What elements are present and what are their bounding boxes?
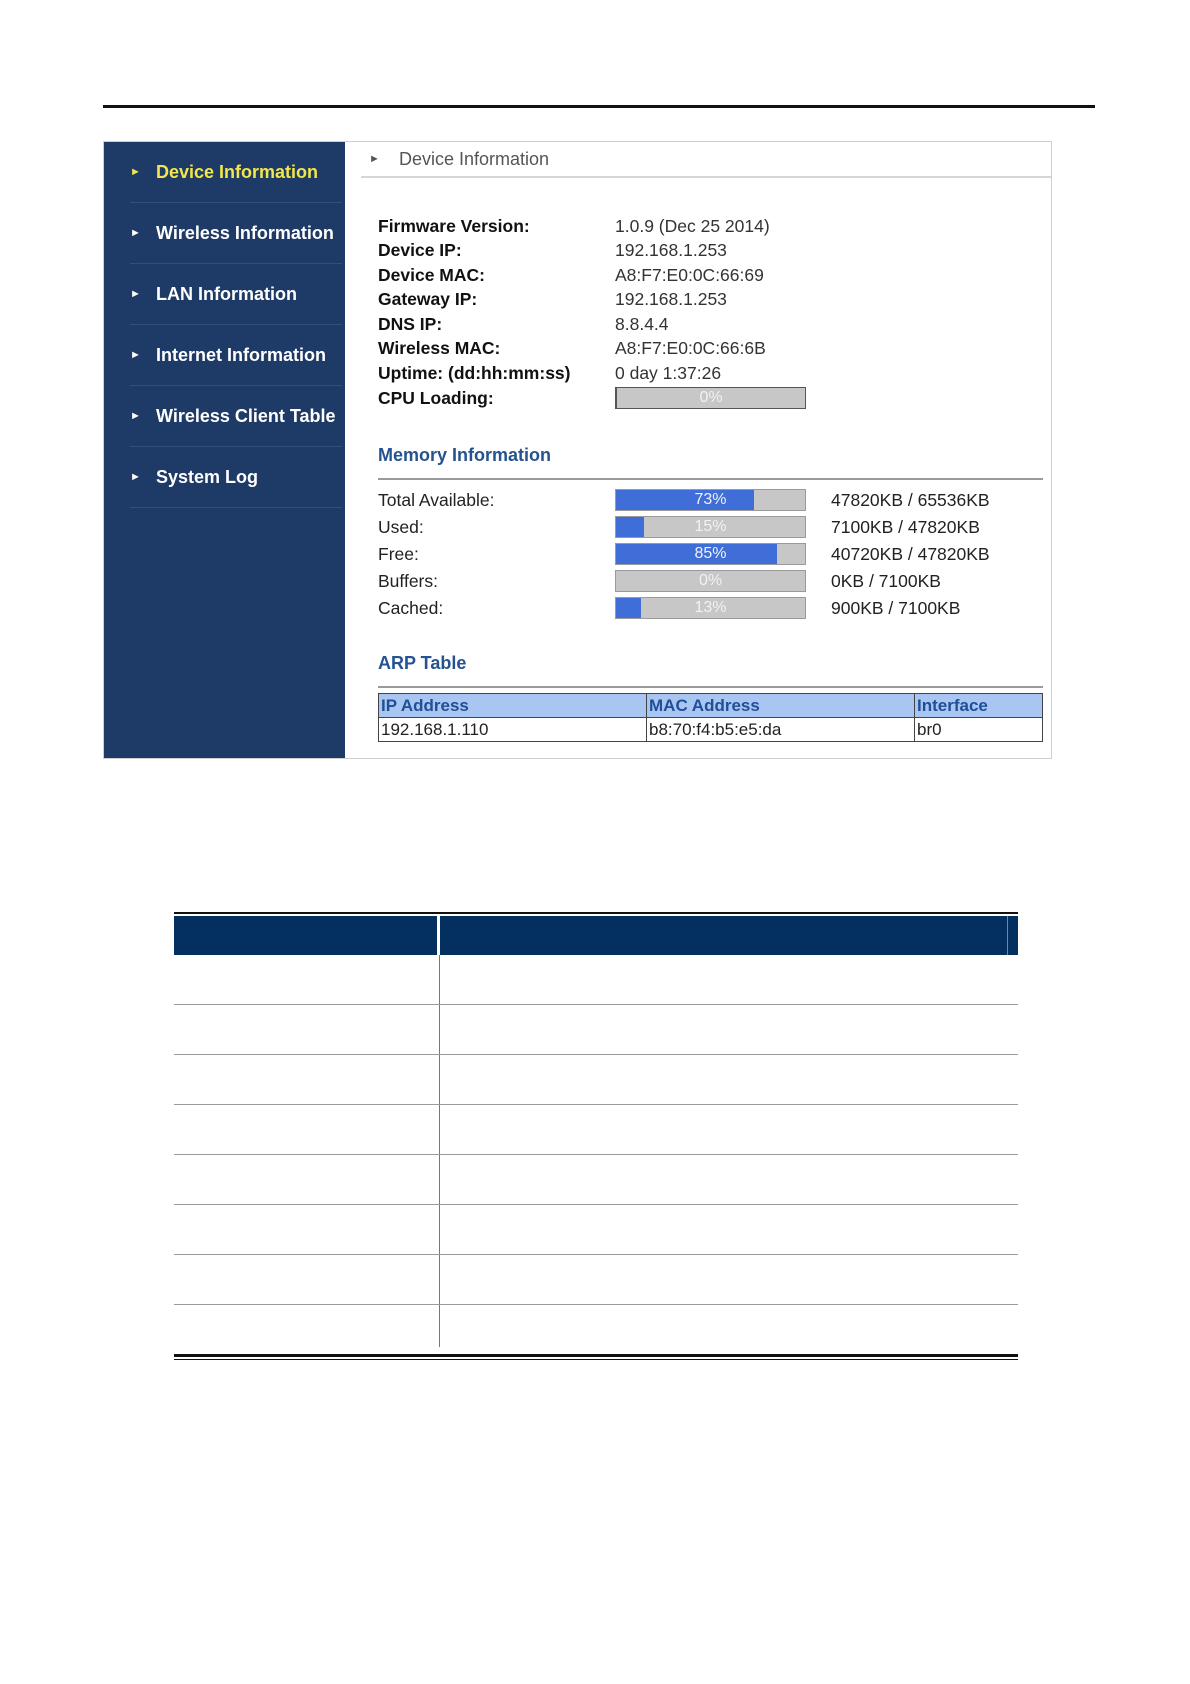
memory-label: Total Available:: [378, 489, 495, 510]
sidebar-item-label: System Log: [156, 466, 259, 487]
cpu-loading-row: [378, 386, 806, 410]
dns-ip-label: DNS IP:: [378, 313, 443, 334]
memory-label: Used:: [378, 516, 424, 537]
sidebar-item-wireless-information[interactable]: [130, 203, 342, 264]
dns-ip-value: 8.8.4.4: [615, 313, 669, 334]
memory-bar: [615, 570, 806, 592]
header-cell-object: [174, 916, 440, 955]
memory-row-cached: [378, 596, 960, 620]
memory-section-title: Memory Information: [378, 445, 552, 465]
memory-bar-percent: 15%: [694, 518, 727, 535]
arp-interface-cell: br0: [915, 718, 1043, 742]
device-mac-label: Device MAC:: [378, 264, 485, 285]
table-bottom-rule: [174, 1354, 1018, 1357]
sidebar-item-label: Internet Information: [156, 344, 326, 365]
arp-col-interface: Interface: [915, 694, 1043, 718]
arp-header-row: [379, 694, 1043, 718]
firmware-row: [378, 214, 770, 238]
table-bottom-rule-thin: [174, 1359, 1018, 1360]
page-header: [361, 142, 1051, 178]
firmware-label: Firmware Version:: [378, 215, 530, 236]
cpu-loading-percent: 0%: [699, 389, 723, 406]
sidebar-item-internet-information[interactable]: [130, 325, 342, 386]
memory-detail: 40720KB / 47820KB: [831, 543, 990, 564]
cpu-loading-bar: [615, 387, 806, 409]
arp-col-ip: IP Address: [379, 694, 647, 718]
memory-label: Buffers:: [378, 570, 438, 591]
arrow-right-icon: ►: [130, 288, 141, 300]
memory-bar-percent: 13%: [694, 599, 727, 616]
table-row: [174, 1205, 1018, 1255]
cpu-loading-label: CPU Loading:: [378, 387, 494, 408]
table-row: [174, 1305, 1018, 1354]
arrow-right-icon: ►: [130, 166, 141, 178]
header-cell-description: [440, 916, 1008, 955]
gateway-ip-value: 192.168.1.253: [615, 288, 727, 309]
sidebar-item-label: Wireless Information: [156, 222, 334, 243]
table-row: [174, 955, 1018, 1005]
arrow-right-icon: ►: [130, 227, 141, 239]
sidebar-item-label: Device Information: [156, 161, 319, 182]
memory-row-total: [378, 488, 990, 512]
sidebar-item-wireless-client-table[interactable]: [130, 386, 342, 447]
arp-section-title: ARP Table: [378, 653, 467, 673]
page-top-rule: [103, 105, 1095, 108]
arp-ip-cell: 192.168.1.110: [379, 718, 647, 742]
arrow-right-icon: ►: [130, 410, 141, 422]
arrow-right-icon: ►: [130, 349, 141, 361]
table-row: [174, 1055, 1018, 1105]
description-table: [174, 912, 1018, 1360]
table-row: [174, 1005, 1018, 1055]
main-content: [345, 142, 1051, 758]
sidebar-item-lan-information[interactable]: [130, 264, 342, 325]
table-top-rule: [174, 912, 1018, 914]
arrow-right-icon: ►: [369, 153, 380, 165]
memory-bar: [615, 516, 806, 538]
wireless-mac-value: A8:F7:E0:0C:66:6B: [615, 337, 766, 358]
device-mac-value: A8:F7:E0:0C:66:69: [615, 264, 764, 285]
device-ip-value: 192.168.1.253: [615, 239, 727, 260]
sidebar-item-label: Wireless Client Table: [156, 405, 336, 426]
memory-row-free: [378, 542, 990, 566]
table-row: [174, 1105, 1018, 1155]
gateway-ip-label: Gateway IP:: [378, 288, 478, 309]
description-table-body: [174, 955, 1018, 1354]
description-table-header: [174, 916, 1018, 955]
uptime-value: 0 day 1:37:26: [615, 362, 722, 383]
sidebar-item-device-information[interactable]: [130, 142, 342, 203]
arp-table: [378, 693, 1043, 742]
memory-bar-percent: 0%: [698, 572, 723, 589]
device-ip-label: Device IP:: [378, 239, 462, 260]
memory-bar: [615, 597, 806, 619]
table-row: [379, 718, 1043, 742]
arrow-right-icon: ►: [130, 471, 141, 483]
memory-detail: 900KB / 7100KB: [831, 597, 961, 618]
table-row: [174, 1155, 1018, 1205]
memory-detail: 47820KB / 65536KB: [831, 489, 990, 510]
memory-bar: [615, 543, 806, 565]
sidebar-item-system-log[interactable]: [130, 447, 342, 508]
uptime-label: Uptime: (dd:hh:mm:ss): [378, 362, 571, 383]
arp-section-rule: [378, 686, 1043, 688]
memory-bar-percent: 85%: [694, 545, 727, 562]
gateway-ip-row: [378, 287, 727, 311]
page-title: Device Information: [399, 148, 550, 169]
firmware-value: 1.0.9 (Dec 25 2014): [615, 215, 770, 236]
memory-label: Free:: [378, 543, 419, 564]
memory-detail: 7100KB / 47820KB: [831, 516, 980, 537]
memory-row-used: [378, 515, 980, 539]
dns-ip-row: [378, 312, 669, 336]
memory-detail: 0KB / 7100KB: [831, 570, 941, 591]
memory-bar: [615, 489, 806, 511]
device-ip-row: [378, 238, 727, 262]
memory-bar-percent: 73%: [694, 491, 727, 508]
router-ui-screenshot: [103, 141, 1052, 759]
table-row: [174, 1255, 1018, 1305]
wireless-mac-label: Wireless MAC:: [378, 337, 501, 358]
memory-label: Cached:: [378, 597, 444, 618]
arp-mac-cell: b8:70:f4:b5:e5:da: [647, 718, 915, 742]
device-mac-row: [378, 263, 764, 287]
arp-col-mac: MAC Address: [647, 694, 915, 718]
sidebar: [104, 142, 345, 758]
uptime-row: [378, 361, 721, 385]
sidebar-item-label: LAN Information: [156, 283, 297, 304]
wireless-mac-row: [378, 336, 766, 360]
memory-section-rule: [378, 478, 1043, 480]
memory-row-buffers: [378, 569, 941, 593]
